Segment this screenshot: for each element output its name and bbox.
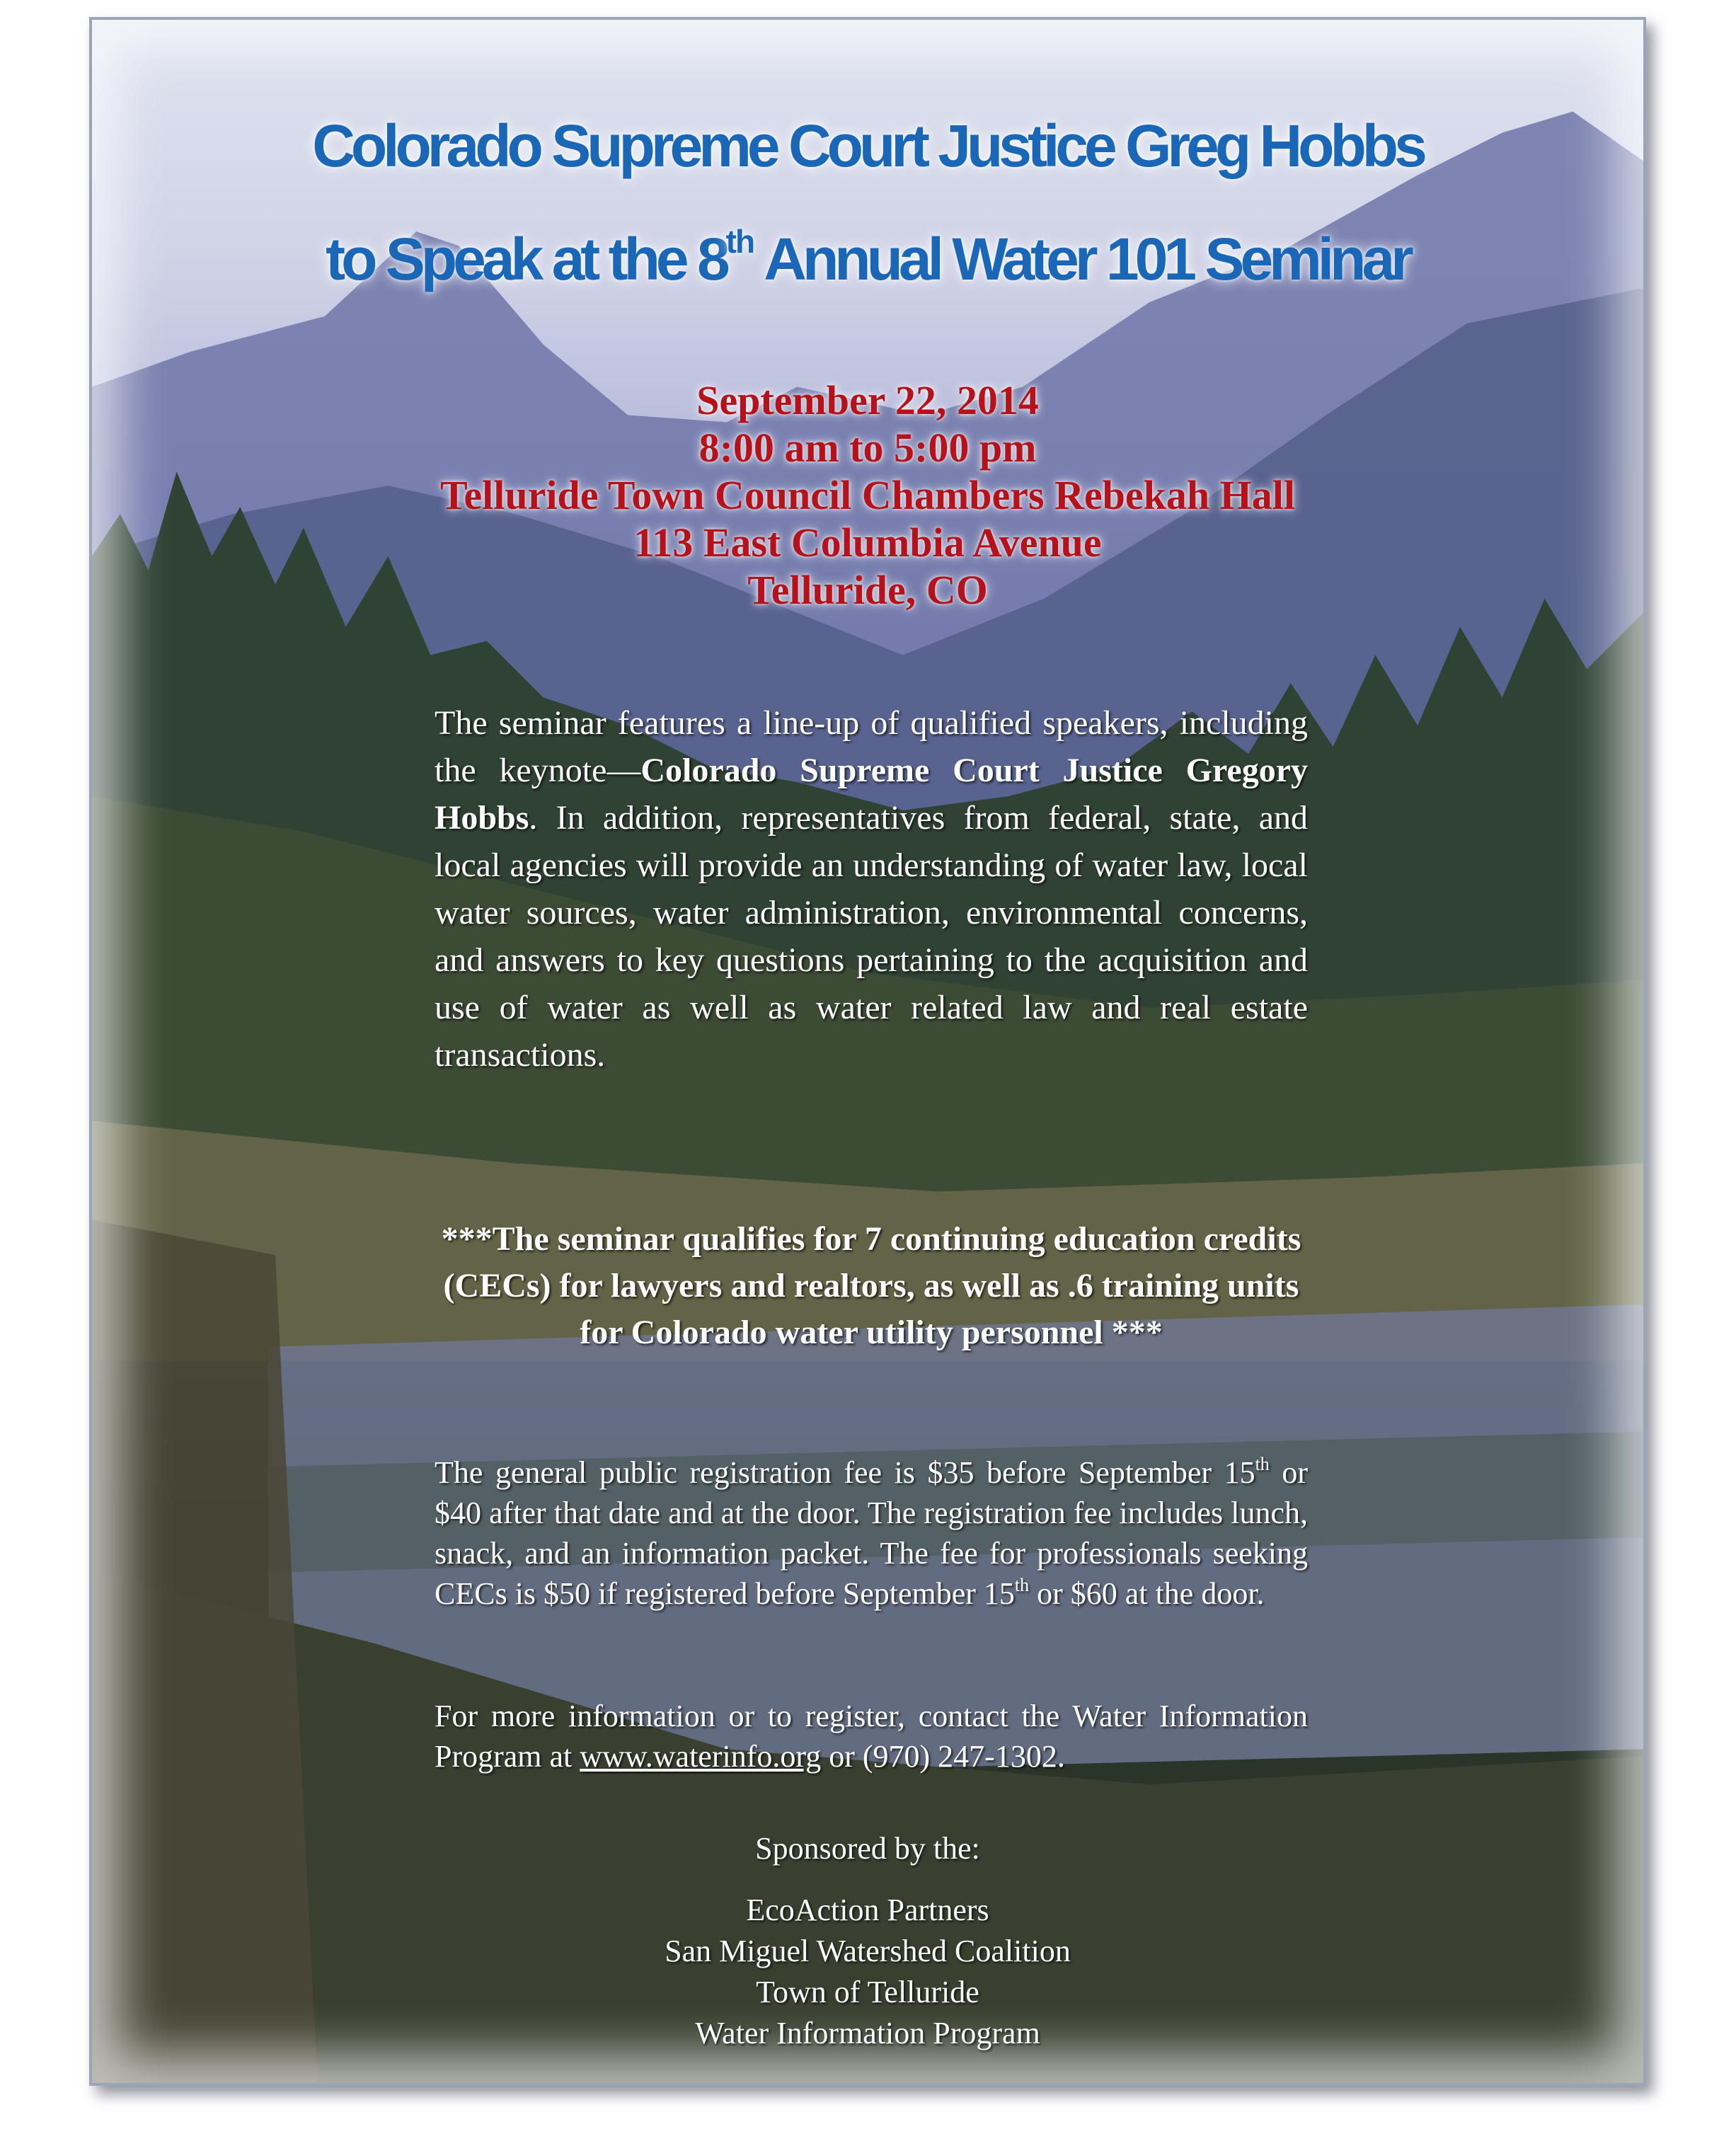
- fees-ordinal-2: th: [1014, 1575, 1030, 1595]
- contact-info: [435, 1696, 1308, 1777]
- description-rest: . In addition, representatives from federal, state, and local agencies will provide an understanding of water law, local water sources, water administration, environmental concerns, and answers to key questions pertaining to the acquisition and use of water as well as water related law and real estate transactions.: [435, 799, 1308, 1074]
- sponsor-item: Water Information Program: [695, 2016, 1040, 2050]
- event-details: [89, 377, 1646, 614]
- sponsor-item: EcoAction Partners: [746, 1893, 989, 1927]
- headline-line-1: Colorado Supreme Court Justice Greg Hobbs: [312, 113, 1423, 179]
- headline-line-2-end: Annual Water 101 Seminar: [754, 226, 1410, 292]
- fees-ordinal-1: th: [1255, 1454, 1270, 1474]
- sponsor-item: San Miguel Watershed Coalition: [665, 1934, 1071, 1968]
- headline-ordinal-suffix: th: [725, 223, 754, 260]
- event-city: Telluride, CO: [747, 567, 988, 613]
- registration-fees: [435, 1452, 1308, 1614]
- sponsor-list: [89, 1890, 1646, 2054]
- keynote-speaker: Colorado Supreme Court Justice Gregory Hobbs: [435, 752, 1309, 837]
- event-address: 113 East Columbia Avenue: [633, 520, 1102, 566]
- contact-phone: or (970) 247-1302.: [821, 1739, 1065, 1774]
- headline-line-2: [89, 225, 1646, 294]
- contact-text: For more information or to register, contact the Water Information Program at: [435, 1699, 1308, 1774]
- description-intro: The seminar features a line-up of qualified speakers, including the keynote—: [435, 704, 1308, 789]
- website-link[interactable]: www.waterinfo.org: [580, 1739, 822, 1774]
- event-venue: Telluride Town Council Chambers Rebekah Hall: [439, 472, 1296, 518]
- credits-note: ***The seminar qualifies for 7 continuing education credits (CECs) for lawyers and realtors, as well as .6 training units for Colorado water utility personnel ***: [441, 1220, 1301, 1351]
- event-time: 8:00 am to 5:00 pm: [699, 425, 1037, 471]
- fees-text-c: or $60 at the door.: [1029, 1576, 1265, 1611]
- sponsor-item: Town of Telluride: [756, 1975, 979, 2009]
- sponsors-heading: Sponsored by the:: [755, 1831, 980, 1866]
- seminar-description: [435, 699, 1308, 1079]
- fees-text-b: or $40 after that date and at the door. The registration fee includes lunch, snack, and an information packet. The fee for professionals seeking CECs is $50 if registered before September 15: [435, 1455, 1308, 1611]
- fees-text-a: The general public registration fee is $35 before September 15: [435, 1455, 1255, 1490]
- headline-line-2-start: to Speak at the 8: [326, 226, 726, 292]
- event-date: September 22, 2014: [696, 377, 1039, 423]
